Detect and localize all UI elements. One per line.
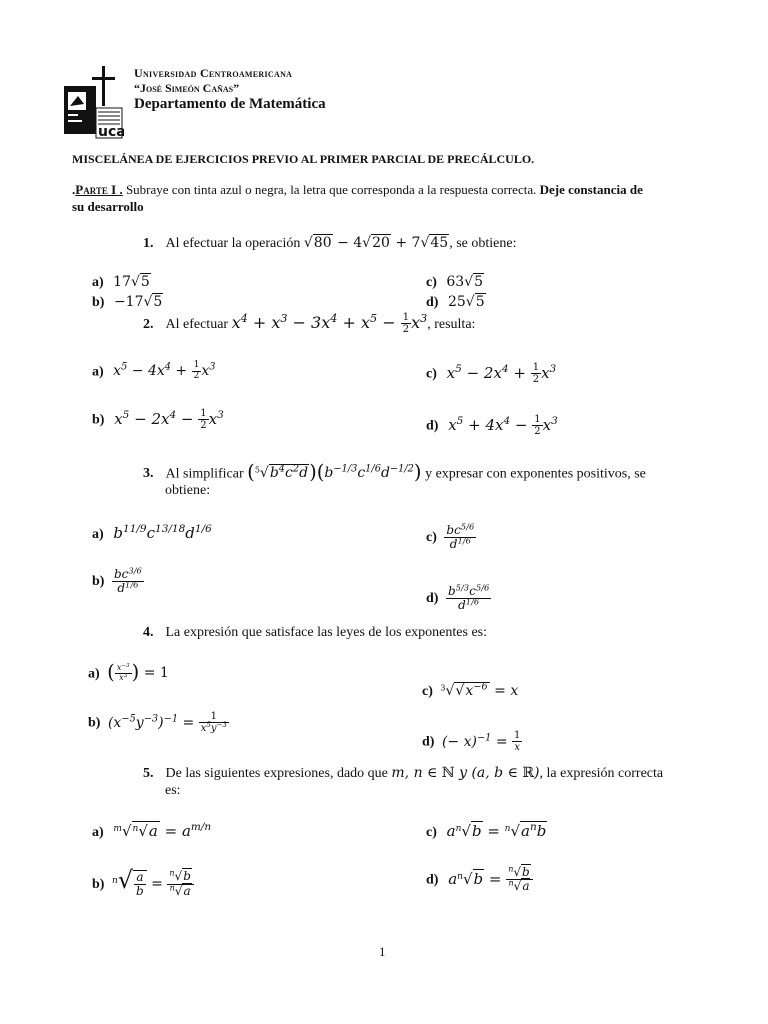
- option-letter: a): [92, 364, 104, 380]
- option-letter: c): [426, 366, 437, 382]
- question-text-after: , la expresión correcta: [539, 766, 664, 781]
- question-3-line2: obtiene:: [165, 483, 211, 498]
- question-2: [143, 312, 475, 335]
- q2-option-d[interactable]: d) $x^5 + 4x^4$ − $\frac{1}{2}$ $x^3$: [426, 414, 558, 437]
- question-text: La expresión que satisface las leyes de los exponentes es:: [165, 625, 488, 640]
- question-text: Al simplificar: [165, 466, 244, 482]
- question-text: Al efectuar la operación: [165, 236, 301, 251]
- part-instruction: [72, 182, 643, 198]
- question-number: 1.: [143, 236, 154, 251]
- option-letter: c): [426, 529, 437, 545]
- q2-option-a[interactable]: a) $x^5 - 4x^4$ + $\frac{1}{2}$ $x^3$: [92, 360, 216, 381]
- page-number: 1: [379, 944, 386, 959]
- university-name: Universidad Centroamericana: [134, 66, 293, 80]
- question-5: [143, 765, 663, 782]
- q1-option-d[interactable]: d) 25√5: [426, 294, 485, 310]
- q4-option-b[interactable]: b) $(x^{-5}y^{-3})^{-1}$ = $\frac{1}{x^5y^{-3}}$: [88, 711, 227, 734]
- option-letter: d): [422, 734, 435, 750]
- part-emphasis-1: Deje constancia de: [539, 182, 643, 197]
- q5-option-a[interactable]: a) $^m√^n√a = a^{m/n}$: [92, 821, 212, 840]
- q3-option-d[interactable]: d) $\frac{b^{5/3}c^{5/6}}{d^{1/6}}$: [426, 582, 490, 613]
- question-number: 2.: [143, 317, 154, 332]
- q1-option-c[interactable]: c) 63√5: [426, 274, 484, 290]
- question-number: 3.: [143, 466, 154, 482]
- q2-option-b[interactable]: b) $x^5 - 2x^4$ − $\frac{1}{2}$ $x^3$: [92, 408, 224, 431]
- q2-option-c[interactable]: c) $x^5 - 2x^4$ + $\frac{1}{2}$ $x^3$: [426, 362, 557, 385]
- question-number: 5.: [143, 766, 154, 781]
- question-1: [143, 235, 516, 252]
- question-1-expression: √80 − 4√20 + 7√45: [303, 235, 449, 251]
- question-text-after: , se obtiene:: [449, 236, 517, 251]
- part-label: Parte I .: [75, 182, 123, 197]
- option-letter: a): [92, 275, 104, 290]
- option-letter: c): [426, 825, 437, 840]
- part-instruction-text: Subraye con tinta azul o negra, la letra que corresponda a la respuesta correcta.: [122, 182, 537, 197]
- option-letter: d): [426, 295, 439, 310]
- question-text-after: y expresar con exponentes positivos, se: [425, 466, 646, 482]
- q4-option-d[interactable]: d) (− x)$^{-1}$ = $\frac{1}{x}$: [422, 730, 521, 753]
- q5-option-c[interactable]: c) $a^n√b = ^n√a^nb$: [426, 821, 547, 840]
- question-3-expression: $(^5√b^4c^2d)(b^{-1/3}c^{1/6}d^{-1/2})$: [247, 461, 422, 484]
- option-letter: b): [92, 295, 105, 310]
- q1-option-b[interactable]: b) −17√5: [92, 294, 163, 310]
- q1-option-a[interactable]: a) 17√5: [92, 274, 150, 290]
- option-letter: c): [422, 684, 433, 699]
- question-text: Al efectuar: [165, 317, 229, 332]
- question-text: De las siguientes expresiones, dado que: [165, 766, 388, 781]
- q5-option-b[interactable]: b) $^n$√ $\frac{a}{b}$ = $\frac{^n√b}{^n√a}$: [92, 866, 194, 898]
- option-letter: b): [92, 573, 105, 589]
- part-lead: .: [72, 182, 76, 197]
- option-letter: a): [92, 825, 104, 840]
- question-5-line2: es:: [165, 783, 181, 798]
- department-name: Departamento de Matemática: [134, 96, 326, 112]
- question-number: 4.: [143, 625, 154, 640]
- option-letter: c): [426, 275, 437, 290]
- question-4: [143, 625, 487, 641]
- question-3: [143, 461, 646, 484]
- uca-logo: [64, 66, 124, 140]
- option-letter: d): [426, 418, 439, 434]
- option-letter: b): [88, 715, 101, 731]
- option-letter: b): [92, 877, 105, 892]
- question-text-after: , resulta:: [427, 317, 476, 332]
- question-5-condition: m, n ∈ ℕ y (a, b ∈ ℝ): [391, 765, 540, 781]
- svg-text:uca: uca: [98, 124, 124, 140]
- q3-option-a[interactable]: a) $b^{11/9}c^{13/18}d^{1/6}$: [92, 523, 212, 542]
- university-subname: “José Simeón Cañas”: [134, 81, 240, 95]
- uca-logo-image: [64, 66, 124, 140]
- part-emphasis-2: su desarrollo: [72, 199, 144, 214]
- option-letter: d): [426, 590, 439, 606]
- option-letter: a): [88, 666, 100, 682]
- q3-option-c[interactable]: c) $\frac{bc^{5/6}}{d^{1/6}}$: [426, 521, 475, 552]
- document-title: MISCELÁNEA DE EJERCICIOS PREVIO AL PRIMER PARCIAL DE PRECÁLCULO.: [72, 152, 535, 166]
- q3-option-b[interactable]: b) $\frac{bc^{3/6}}{d^{1/6}}$: [92, 565, 142, 596]
- q4-option-c[interactable]: c) $^3√√x^{-6} = x$: [422, 681, 519, 699]
- option-letter: d): [426, 872, 439, 888]
- q5-option-d[interactable]: d) $a^n√b$ = $\frac{^n√b}{^n√a}$: [426, 866, 533, 893]
- question-2-expression: $x^4 + x^3 - 3x^4 + x^5$ − $\frac{1}{2}$ $x^3$: [231, 311, 428, 335]
- q4-option-a[interactable]: a) ( $\frac{x^{-3}}{x^3}$ ) = 1: [88, 661, 169, 684]
- option-letter: b): [92, 412, 105, 428]
- option-letter: a): [92, 527, 104, 542]
